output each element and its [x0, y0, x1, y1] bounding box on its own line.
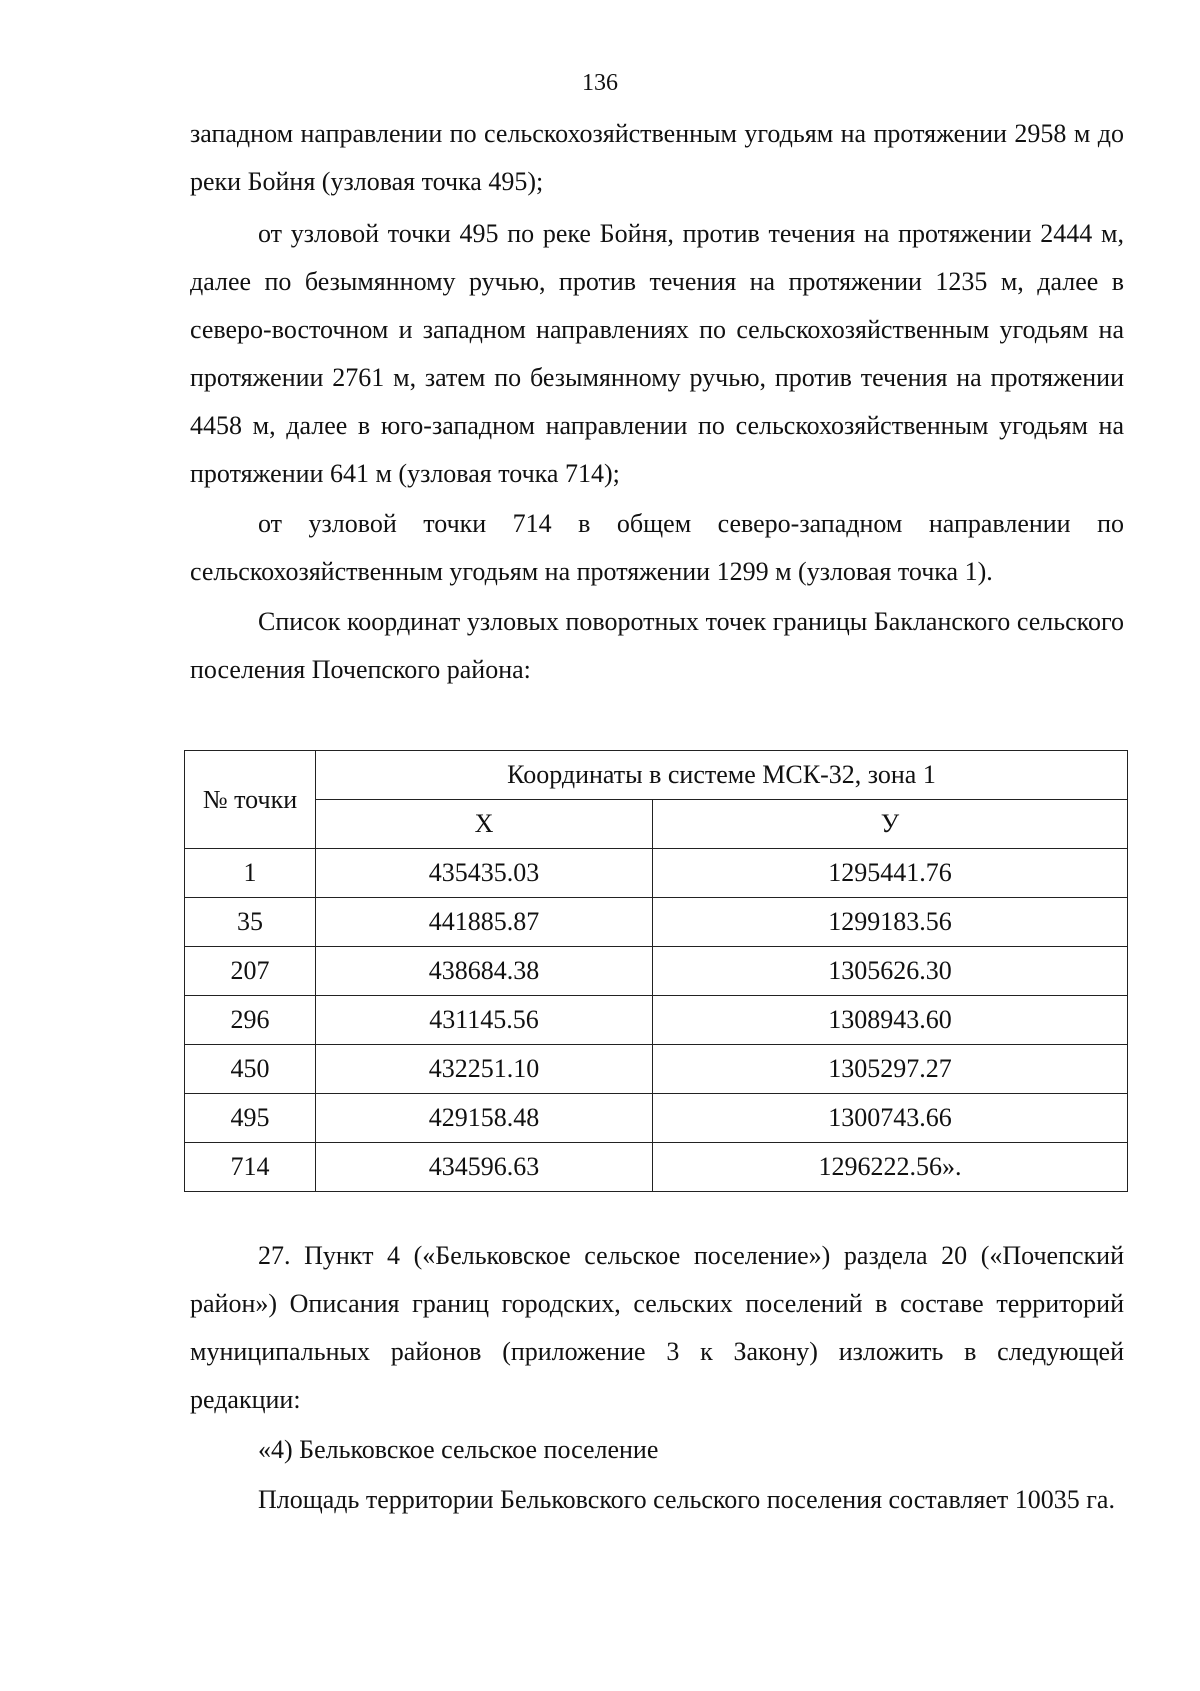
- table-row: [185, 1094, 1128, 1143]
- cell-x: 429158.48: [316, 1094, 653, 1143]
- cell-x: 434596.63: [316, 1143, 653, 1192]
- paragraph-route-495-714: от узловой точки 495 по реке Бойня, против течения на протяжении 2444 м, далее по безымянному ручью, против течения на протяжении 1235 м, далее в северо-восточном и западном направлениях по сельскохозяйственным угодьям на протяжении 2761 м, затем по безымянному ручью, против течения на протяжении 4458 м, далее в юго-западном направлении по сельскохозяйственным угодьям на протяжении 641 м (узловая точка 714);: [190, 219, 1124, 488]
- cell-y: 1308943.60: [653, 996, 1128, 1045]
- cell-point-number: 450: [185, 1045, 316, 1094]
- header-point-number: № точки: [185, 751, 316, 849]
- table-row: [185, 1045, 1128, 1094]
- table-row: [185, 996, 1128, 1045]
- cell-y: 1296222.56».: [653, 1143, 1128, 1192]
- table-row: [185, 849, 1128, 898]
- cell-y: 1299183.56: [653, 898, 1128, 947]
- cell-x: 438684.38: [316, 947, 653, 996]
- header-x: Х: [316, 800, 653, 849]
- header-coordinate-system: Координаты в системе МСК-32, зона 1: [316, 751, 1128, 800]
- page-number: 136: [582, 70, 618, 96]
- header-y: У: [653, 800, 1128, 849]
- coordinates-table: [184, 750, 1128, 1192]
- cell-x: 432251.10: [316, 1045, 653, 1094]
- cell-point-number: 495: [185, 1094, 316, 1143]
- cell-x: 435435.03: [316, 849, 653, 898]
- cell-point-number: 714: [185, 1143, 316, 1192]
- cell-y: 1295441.76: [653, 849, 1128, 898]
- table-row: [185, 898, 1128, 947]
- cell-x: 431145.56: [316, 996, 653, 1045]
- table-row: [185, 1143, 1128, 1192]
- table-row: [185, 947, 1128, 996]
- cell-y: 1305297.27: [653, 1045, 1128, 1094]
- paragraph-section-heading: «4) Бельковское сельское поселение: [258, 1435, 659, 1464]
- cell-y: 1305626.30: [653, 947, 1128, 996]
- paragraph-area: Площадь территории Бельковского сельского поселения составляет 10035 га.: [258, 1485, 1115, 1514]
- cell-point-number: 1: [185, 849, 316, 898]
- paragraph-continuation: западном направлении по сельскохозяйственным угодьям на протяжении 2958 м до реки Бойня (узловая точка 495);: [190, 119, 1124, 196]
- cell-y: 1300743.66: [653, 1094, 1128, 1143]
- paragraph-amendment-27: 27. Пункт 4 («Бельковское сельское поселение») раздела 20 («Почепский район») Описания границ городских, сельских поселений в составе территорий муниципальных районов (приложение 3 к Закону) изложить в следующей редакции:: [190, 1241, 1124, 1414]
- paragraph-route-714-1: от узловой точки 714 в общем северо-западном направлении по сельскохозяйственным угодьям на протяжении 1299 м (узловая точка 1).: [190, 509, 1124, 586]
- cell-point-number: 207: [185, 947, 316, 996]
- cell-x: 441885.87: [316, 898, 653, 947]
- cell-point-number: 35: [185, 898, 316, 947]
- paragraph-coordinates-intro: Список координат узловых поворотных точек границы Бакланского сельского поселения Почепского района:: [190, 607, 1124, 684]
- cell-point-number: 296: [185, 996, 316, 1045]
